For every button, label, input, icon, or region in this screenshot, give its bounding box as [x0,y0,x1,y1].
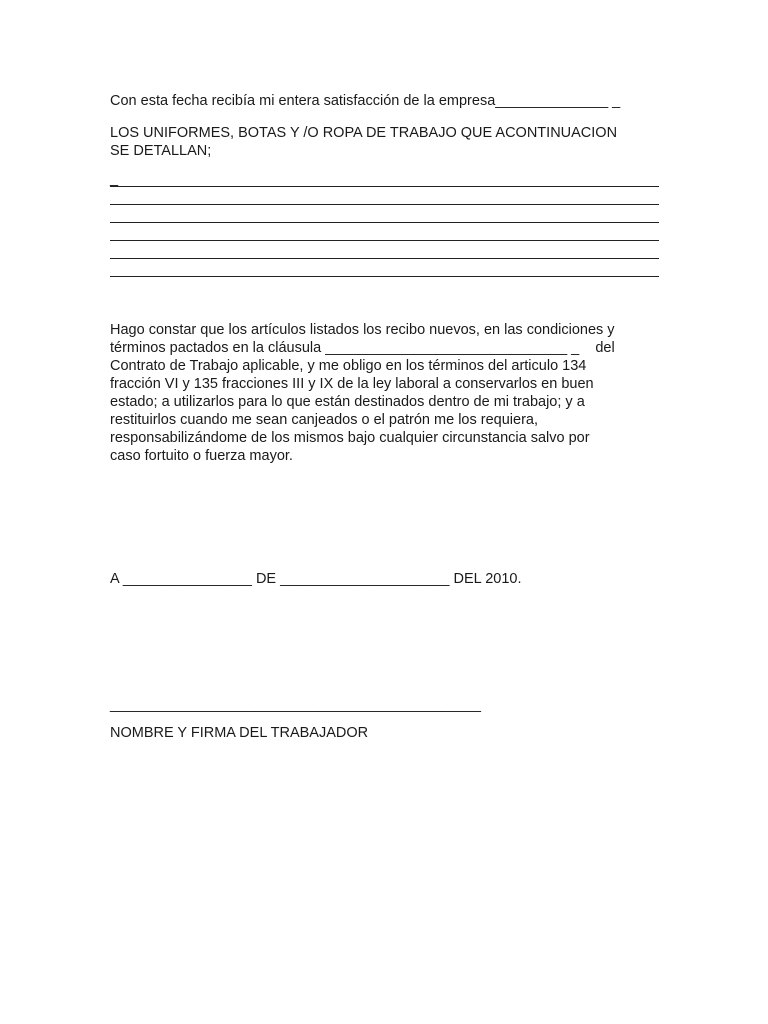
first-rule-marker: _ [110,171,119,187]
declaration-line: términos pactados en la cláusula ______________________________ _ del [110,340,615,356]
date-line: A ________________ DE _____________________ DEL 2010. [110,571,522,587]
item-line-2 [110,204,659,205]
declaration-line: restituirlos cuando me sean canjeados o el patrón me los requiera, [110,412,538,428]
item-line-5 [110,258,659,259]
declaration-line: responsabilizándome de los mismos bajo cualquier circunstancia salvo por [110,430,590,446]
item-line-4 [110,240,659,241]
item-line-6 [110,276,659,277]
declaration-line: estado; a utilizarlos para lo que están destinados dentro de mi trabajo; y a [110,394,585,410]
signature-label: NOMBRE Y FIRMA DEL TRABAJADOR [110,725,369,741]
item-line-1 [110,186,659,187]
heading-line-2: SE DETALLAN; [110,143,212,159]
intro-line: Con esta fecha recibía mi entera satisfacción de la empresa______________ _ [110,93,621,109]
declaration-paragraph [110,321,670,465]
signature-line: ______________________________________________ [110,697,481,713]
declaration-line: fracción VI y 135 fracciones III y IX de la ley laboral a conservarlos en buen [110,376,594,392]
item-line-3 [110,222,659,223]
declaration-line: caso fortuito o fuerza mayor. [110,448,293,464]
heading-line-1: LOS UNIFORMES, BOTAS Y /O ROPA DE TRABAJO QUE ACONTINUACION [110,125,618,141]
declaration-line: Hago constar que los artículos listados los recibo nuevos, en las condiciones y [110,322,615,338]
declaration-line: Contrato de Trabajo aplicable, y me obligo en los términos del articulo 134 [110,358,587,374]
